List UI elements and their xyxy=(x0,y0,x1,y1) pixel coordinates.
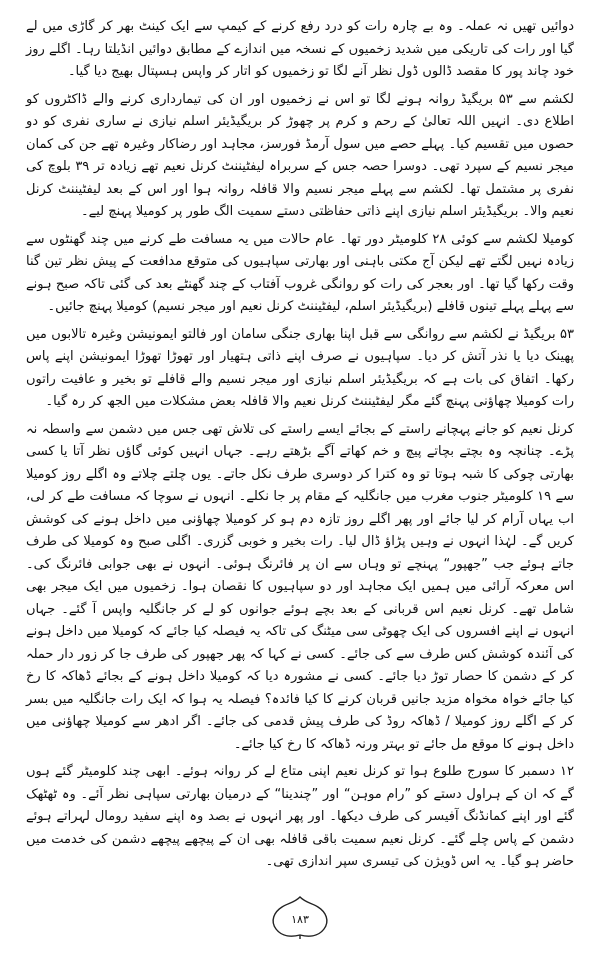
paragraph-3: کومیلا لکشم سے کوئی ۲۸ کلومیٹر دور تھا۔ عام حالات میں یہ مسافت طے کرنے میں چند گھنٹوں سے زیادہ نہیں لگتے تھے لیکن آج مکتی باہنی اور بھارتی سپاہیوں کی متوقع مدافعت کے پیش نظر تین گنا وقت رکھا گیا تھا۔ اور بعجر کی رات کو روانگی غروب آفتاب کے چند گھنٹے بعد کی گئی تاکہ صبح ہونے سے پہلے پہلے تینوں قافلے (بریگیڈیئر اسلم، لیفٹیننٹ کرنل نعیم اور میجر نسیم) کومیلا پہنچ جائیں۔ xyxy=(26,231,575,314)
paragraph-5: کرنل نعیم کو جانے پہچانے راستے کے بجائے ایسے راستے کی تلاش تھی جس میں دشمن سے واسطہ نہ پڑے۔ چنانچہ وہ بچتے بچاتے پیچ و خم کھاتے آگے بڑھتے رہے۔ جہاں انہیں کوئی گاؤں نظر آتا یا کسی بھارتی چوکی کا شبہ ہوتا تو وہ کترا کر دوسری طرف نکل جاتے۔ یوں چلتے چلاتے وہ اگلے روز کومیلا سے ۱۹ کلومیٹر جنوب مغرب میں جانگلیہ کے مقام پر جا نکلے۔ انہوں نے سوچا کہ مسافت طے کر لی، اب یہاں آرام کر لیا جائے اور پھر اگلے روز تازہ دم ہو کر کومیلا چھاؤنی میں داخل ہونے کی کوشش کریں گے۔ لہٰذا انہوں نے وہیں پڑاؤ ڈال لیا۔ رات بخیر و خوبی گزری۔ اگلی صبح وہ کومیلا کی طرف جاتے ہوئے جب ”جھپور“ پہنچے تو وہاں سے ان پر فائرنگ ہوئی۔ انہوں نے بھی جوابی فائرنگ کی۔ اس معرکہ آرائی میں ہمیں ایک مجاہد اور دو سپاہیوں کا نقصان ہوا۔ زخمیوں میں ایک میجر بھی شامل تھے۔ کرنل نعیم اس قربانی کے بعد بچے ہوئے جوانوں کو لے کر جانگلیہ واپس آ گئے۔ جہاں انہوں نے اپنے افسروں کی ایک چھوٹی سی میٹنگ کی تاکہ یہ فیصلہ کیا جائے کہ کومیلا میں داخل ہونے کی آئندہ کوشش کس طرف سے کی جائے۔ کسی نے کہا کہ پھر جھپور کی طرف جا کر زور دار حملہ کر کے دشمن کا حصار توڑ دیا جائے۔ کسی نے مشورہ دیا کہ کومیلا داخل ہونے کے بجائے ڈھاکہ کا رخ کیا جائے خواہ مخواہ مزید جانیں قربان کرنے کا کیا فائدہ؟ فیصلہ یہ ہوا کہ ایک رات جانگلیہ میں بسر کر کے اگلے روز کومیلا / ڈھاکہ روڈ کی طرف پیش قدمی کی جائے۔ اگر ادھر سے کومیلا چھاؤنی میں داخل ہونے کا موقع مل جائے تو بہتر ورنہ ڈھاکہ کا رخ کیا جائے۔ xyxy=(26,421,574,752)
paragraph-6: ۱۲ دسمبر کا سورج طلوع ہوا تو کرنل نعیم اپنی متاع لے کر روانہ ہوئے۔ ابھی چند کلومیٹر گئے ہوں گے کہ ان کے ہراول دستے کو ”رام موہن“ اور ”چندینا“ کے درمیان بھارتی سپاہی نظر آئے۔ وہ ٹھٹھک گئے اور اپنے کمانڈنگ آفیسر کی طرف دیکھا۔ اور پھر انہوں نے بصد وہ اپنے سفید رومال لہراتے ہوئے دشمن کے پاس چلے گئے۔ کرنل نعیم سمیت باقی قافلہ بھی ان کے پیچھے پیچھے دشمن کی خدمت میں حاضر ہو گیا۔ یہ اس ڈویژن کی تیسری سپر اندازی تھی۔ xyxy=(26,764,574,869)
page-number: ۱۸۳ xyxy=(291,913,309,926)
page-number-ornament xyxy=(268,895,332,939)
body-text xyxy=(26,16,574,874)
paragraph-1: دوائیں تھیں نہ عملہ۔ وہ بے چارہ رات کو درد رفع کرنے کے کیمپ سے ایک کینٹ بھر کر گاڑی میں لے گیا اور رات کی تاریکی میں شدید زخمیوں کے نسخہ میں اندازے کے مطابق دوائیں انڈیلتا رہا۔ اگلے روز خود چاند پور کا مقصد ڈالوں ڈول نظر آنے لگا تو زخمیوں کو اتار کر واپس ہسپتال بھیج دیا گیا۔ xyxy=(26,19,574,79)
paragraph-2: لکشم سے ۵۳ بریگیڈ روانہ ہونے لگا تو اس نے زخمیوں اور ان کی تیمارداری کرنے والے ڈاکٹروں کو اطلاع دی۔ انہیں اللہ تعالیٰ کے رحم و کرم پر چھوڑ کر بریگیڈیئر اسلم نیازی نے ساری نفری کو دو حصوں میں تقسیم کیا۔ پہلے حصے میں سول آرمڈ فورسز، مجاہد اور رضاکار وغیرہ تھے جن کی کمان میجر نسیم کے سپرد تھی۔ دوسرا حصہ جس کے سربراہ لیفٹیننٹ کرنل نعیم تھے زیادہ تر ۳۹ بلوچ کی نفری پر مشتمل تھا۔ لکشم سے پہلے میجر نسیم والا قافلہ روانہ ہوا اور اس کے بعد لیفٹیننٹ کرنل نعیم والا۔ بریگیڈیئر اسلم نیازی اپنے ذاتی حفاظتی دستے سمیت الگ طور پر کومیلا پہنچ لیے۔ xyxy=(26,91,574,219)
page-footer xyxy=(0,895,600,939)
paragraph-4: ۵۳ بریگیڈ نے لکشم سے روانگی سے قبل اپنا بھاری جنگی سامان اور فالتو ایمونیشن وغیرہ تالابوں میں پھینک دیا یا نذر آتش کر دیا۔ سپاہیوں نے صرف اپنے ذاتی ہتھیار اور تھوڑا تھوڑا ایمونیشن اپنے پاس رکھا۔ اتفاق کی بات ہے کہ بریگیڈیئر اسلم نیازی اور میجر نسیم والے قافلے تو بخیر و عافیت راتوں رات کومیلا چھاؤنی پہنچ گئے مگر لیفٹیننٹ کرنل نعیم والا قافلہ بعض مشکلات میں الجھ کر رہ گیا۔ xyxy=(26,326,574,409)
